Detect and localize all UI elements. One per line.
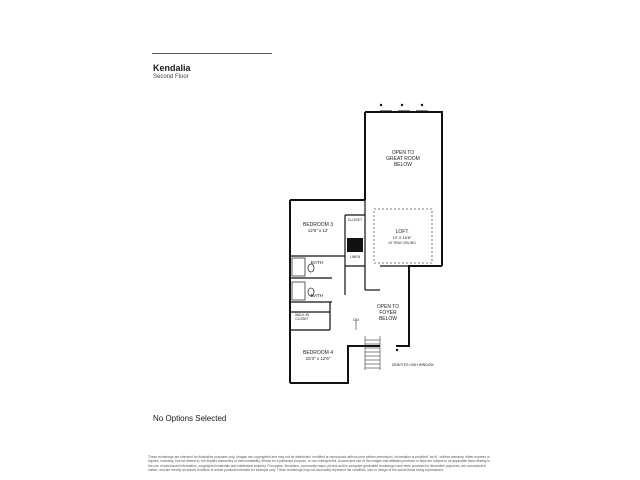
disclaimer: These renderings are intended for illustrative purposes only. Images are copyrighted and may not be distributed, modified or reproduced without prior written permission. Information is provided "as is", without warranty, either express or implied, including, but not limited to, the implied warranties of merchantability, fitness for a particular purpose, or non-infringement. Access and use of the images and affiliated products or links are subject to all applicable laws relating to the use of web-based information, copyrighted materials and intellectual property. Floorplans, floorplans, community maps, photos and/or computer generated renderings have been provided for illustrative purposes, are conceptual in nature, and are merely an artist's rendition of actual products intended for example only. These renderings may not accurately represent the condition, size or design of the actual items being represented. [148, 455, 491, 473]
high-window-marker [421, 104, 423, 106]
floor-label: Second Floor [153, 74, 189, 80]
label-great-room-line1: OPEN TO [391, 150, 415, 156]
label-bedroom3-size: 12'6" x 12' [307, 228, 329, 233]
high-window-marker [401, 104, 403, 106]
closet-fill [347, 238, 363, 252]
label-walk-in-line2: CLOSET [295, 317, 309, 321]
label-foyer-line1: OPEN TO [376, 304, 400, 310]
plan-name: Kendalia [153, 63, 191, 73]
options-status: No Options Selected [153, 414, 227, 423]
label-loft-size: 19' X 16'8" [392, 235, 412, 240]
high-window-marker [396, 349, 398, 351]
label-loft: LOFT [395, 229, 409, 235]
wall-right-step [396, 266, 442, 346]
label-foyer-line2: FOYER [379, 310, 397, 316]
high-window-marker [380, 104, 382, 106]
label-loft-ceiling: 10' TRAY CEILING [388, 241, 416, 245]
label-stair-dn: DN [353, 318, 359, 322]
label-bedroom4: BEDROOM 4 [302, 350, 334, 356]
label-bedroom3: BEDROOM 3 [302, 222, 334, 228]
label-bath-upper: BATH [310, 261, 324, 266]
label-bedroom4-size: 15'3" x 12'6" [305, 356, 331, 361]
label-closet: CLOSET [347, 218, 363, 222]
label-walk-in-line1: WALK-IN [294, 313, 310, 317]
label-foyer-line3: BELOW [378, 316, 398, 322]
tub-upper [292, 258, 305, 276]
tub-lower [292, 282, 305, 300]
label-bath-lower: BATH [310, 294, 324, 299]
label-great-room-line3: BELOW [393, 162, 413, 168]
label-high-window-note: DENOTES HIGH WINDOW [392, 363, 434, 367]
staircase [365, 336, 380, 370]
label-linen: LINEN [349, 255, 361, 259]
label-great-room-line2: GREAT ROOM [386, 156, 420, 162]
